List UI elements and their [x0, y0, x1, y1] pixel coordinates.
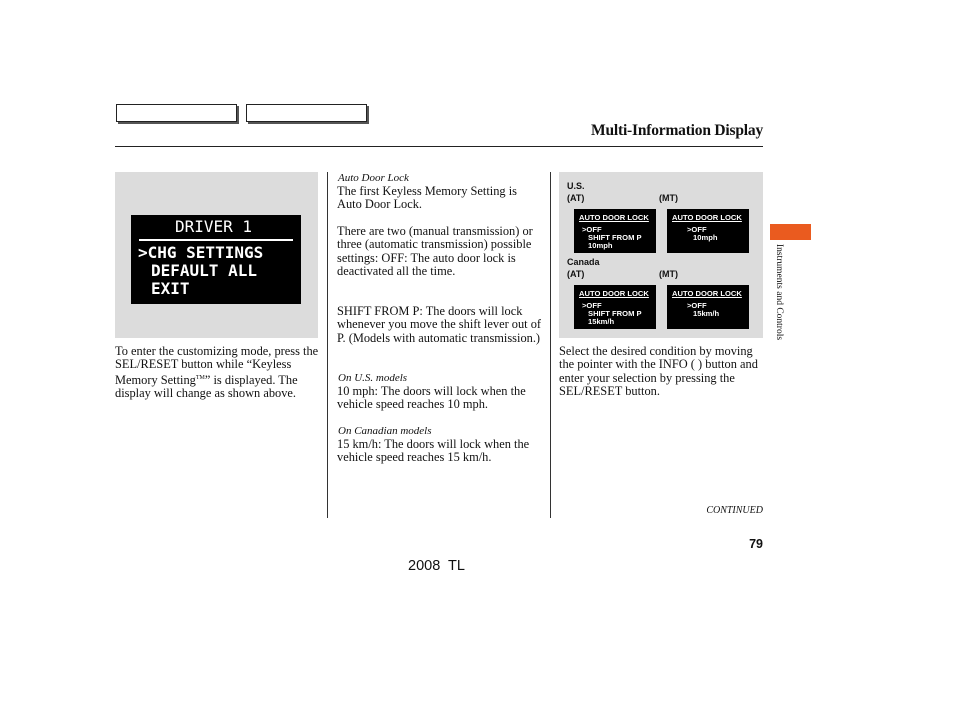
canada-paragraph: 15 km/h: The doors will lock when the vehicle speed reaches 15 km/h.	[337, 437, 530, 465]
page-title: Multi-Information Display	[591, 122, 763, 139]
title-rule	[115, 146, 763, 147]
settings-paragraph: There are two (manual transmission) or three (automatic transmission) possible settings: OFF: The auto door lock is deactivated all the time.	[337, 224, 533, 279]
section-label-text: Instruments and Controls	[774, 244, 784, 341]
section-tab-marker	[770, 224, 811, 240]
canada-mt-line3: 15km/h	[693, 309, 720, 318]
canada-at-label: (AT)	[567, 269, 585, 279]
us-at-line4: 10mph	[588, 241, 613, 250]
us-mt-line3: 10mph	[693, 233, 718, 242]
us-at-line2: >OFF	[582, 225, 602, 234]
display-line-exit: EXIT	[151, 279, 190, 298]
middle-settings	[337, 225, 543, 279]
left-paragraph	[115, 345, 321, 401]
us-mt-label: (MT)	[659, 193, 678, 203]
door-lock-screens-panel	[559, 172, 763, 338]
canada-at-line3: SHIFT FROM P	[588, 309, 642, 318]
middle-us	[337, 385, 543, 412]
right-paragraph	[559, 345, 763, 399]
page-number: 79	[749, 537, 763, 551]
canada-at-line4: 15km/h	[588, 317, 615, 326]
middle-intro	[337, 185, 543, 212]
us-paragraph: 10 mph: The doors will lock when the vehicle speed reaches 10 mph.	[337, 384, 526, 412]
us-at-label: (AT)	[567, 193, 585, 203]
display-line-default-all: DEFAULT ALL	[151, 261, 257, 280]
canada-at-screen	[574, 285, 656, 329]
us-label: U.S.	[567, 181, 585, 191]
canada-label: Canada	[567, 257, 600, 267]
auto-door-lock-heading: Auto Door Lock	[338, 172, 409, 184]
middle-shift	[337, 305, 543, 345]
section-label	[772, 244, 784, 374]
column-divider-2	[550, 172, 551, 518]
canada-at-head: AUTO DOOR LOCK	[579, 289, 649, 298]
us-at-line3: SHIFT FROM P	[588, 233, 642, 242]
display-line-chg-settings: >CHG SETTINGS	[138, 243, 264, 262]
us-mt-head: AUTO DOOR LOCK	[672, 213, 742, 222]
display-line-driver: DRIVER 1	[175, 217, 253, 236]
middle-canada	[337, 438, 543, 465]
canada-mt-label: (MT)	[659, 269, 678, 279]
model-year: 2008 TL	[408, 558, 465, 574]
us-mt-screen	[667, 209, 749, 253]
driver-display-panel	[115, 172, 318, 338]
shift-paragraph: SHIFT FROM P: The doors will lock whenever you move the shift lever out of P. (Models with automatic transmission.)	[337, 304, 542, 345]
display-divider	[139, 239, 293, 241]
left-paragraph-b: ” is displayed. The display will change as shown above.	[115, 372, 298, 401]
canada-mt-head: AUTO DOOR LOCK	[672, 289, 742, 298]
nav-tab-1[interactable]	[116, 104, 237, 122]
trademark-mark: TM	[195, 374, 205, 381]
select-condition-paragraph: Select the desired condition by moving the pointer with the INFO ( ) button and enter your selection by pressing the SEL/RESET button.	[559, 344, 758, 399]
canada-mt-line2: >OFF	[687, 301, 707, 310]
us-at-head: AUTO DOOR LOCK	[579, 213, 649, 222]
intro-paragraph: The first Keyless Memory Setting is Auto Door Lock.	[337, 184, 517, 212]
nav-tab-2[interactable]	[246, 104, 367, 122]
canada-at-line2: >OFF	[582, 301, 602, 310]
driver-display-screen	[131, 215, 301, 304]
canada-mt-screen	[667, 285, 749, 329]
column-divider-1	[327, 172, 328, 518]
canadian-models-heading: On Canadian models	[338, 425, 432, 437]
us-at-screen	[574, 209, 656, 253]
left-paragraph-a: To enter the customizing mode, press the SEL/RESET button while “Keyless Memory Setting	[115, 344, 319, 387]
us-mt-line2: >OFF	[687, 225, 707, 234]
us-models-heading: On U.S. models	[338, 372, 408, 384]
continued-label: CONTINUED	[706, 505, 763, 516]
